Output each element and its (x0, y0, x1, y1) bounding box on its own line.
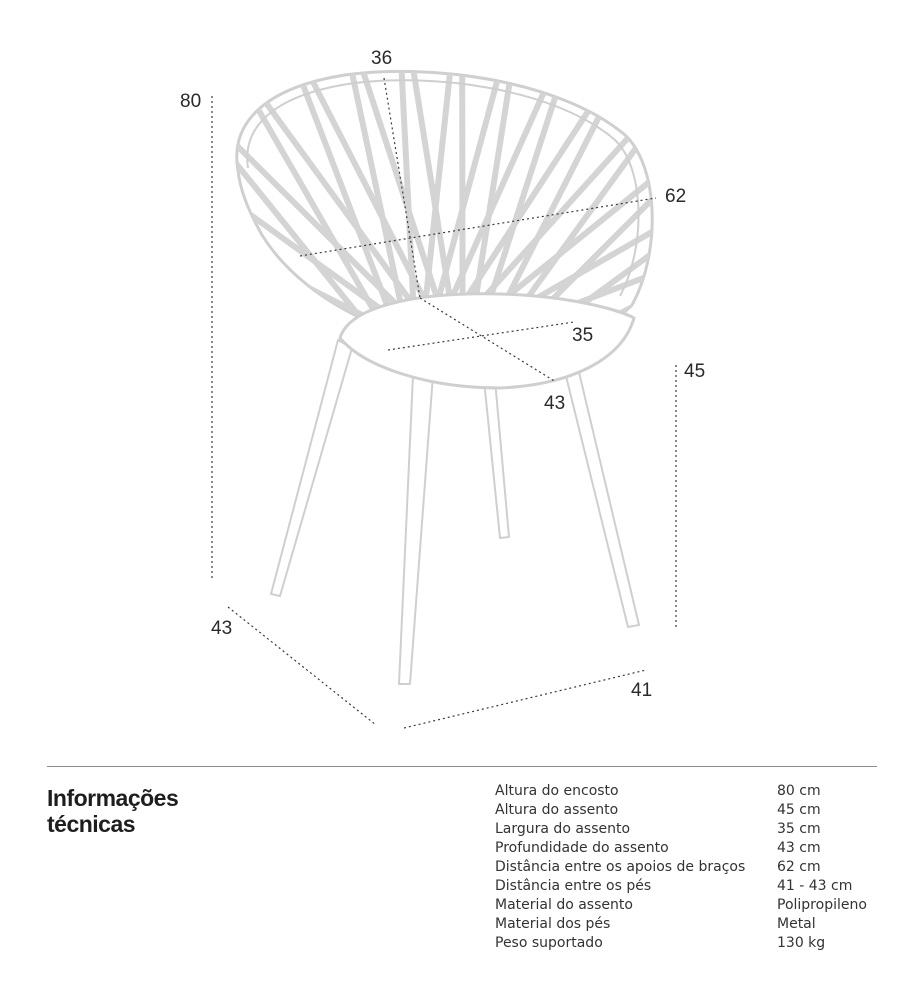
spec-value: 62 cm (777, 859, 821, 875)
spec-row (495, 820, 867, 839)
spec-row (495, 934, 867, 953)
dim-label-seat-width: 35 (572, 325, 594, 346)
spec-label: Material dos pés (495, 916, 611, 932)
back-right-leg (484, 380, 509, 538)
front-right-leg (565, 368, 639, 627)
spec-label: Peso suportado (495, 935, 603, 951)
dim-label-seat-depth: 43 (544, 393, 566, 414)
dim-label-top-depth: 36 (371, 48, 393, 69)
spec-label: Largura do assento (495, 821, 631, 837)
spec-value: 45 cm (777, 802, 821, 818)
spec-row (495, 801, 867, 820)
spec-value: 43 cm (777, 840, 821, 856)
spec-label: Altura do encosto (495, 783, 619, 799)
floor-depth-line (228, 607, 376, 725)
spec-section-title: Informações técnicas (47, 785, 179, 837)
floor-width-line (404, 670, 646, 728)
chair-legs (271, 340, 639, 684)
spec-value: Polipropileno (777, 897, 867, 913)
spec-label: Material do assento (495, 897, 633, 913)
spec-value: Metal (777, 916, 816, 932)
spec-label: Altura do assento (495, 802, 619, 818)
spec-value: 130 kg (777, 935, 826, 951)
spec-label: Profundidade do assento (495, 840, 669, 856)
spec-row (495, 877, 867, 896)
spec-value: 41 - 43 cm (777, 878, 853, 894)
section-divider (47, 766, 877, 767)
spec-row (495, 782, 867, 801)
spec-label: Distância entre os pés (495, 878, 652, 894)
spec-row (495, 839, 867, 858)
chair-shell (76, 0, 823, 388)
spec-row (495, 858, 867, 877)
dim-label-seat-height: 45 (684, 361, 706, 382)
spec-value: 35 cm (777, 821, 821, 837)
dim-label-floor-width: 41 (631, 680, 653, 701)
spec-row (495, 896, 867, 915)
back-left-leg (271, 340, 352, 596)
spec-table (495, 782, 867, 953)
spec-value: 80 cm (777, 783, 821, 799)
front-left-leg (399, 375, 433, 684)
spec-label: Distância entre os apoios de braços (495, 859, 746, 875)
dim-label-back-height: 80 (180, 91, 202, 112)
dim-label-floor-depth: 43 (211, 618, 233, 639)
dim-label-arm-distance: 62 (665, 186, 687, 207)
spec-row (495, 915, 867, 934)
